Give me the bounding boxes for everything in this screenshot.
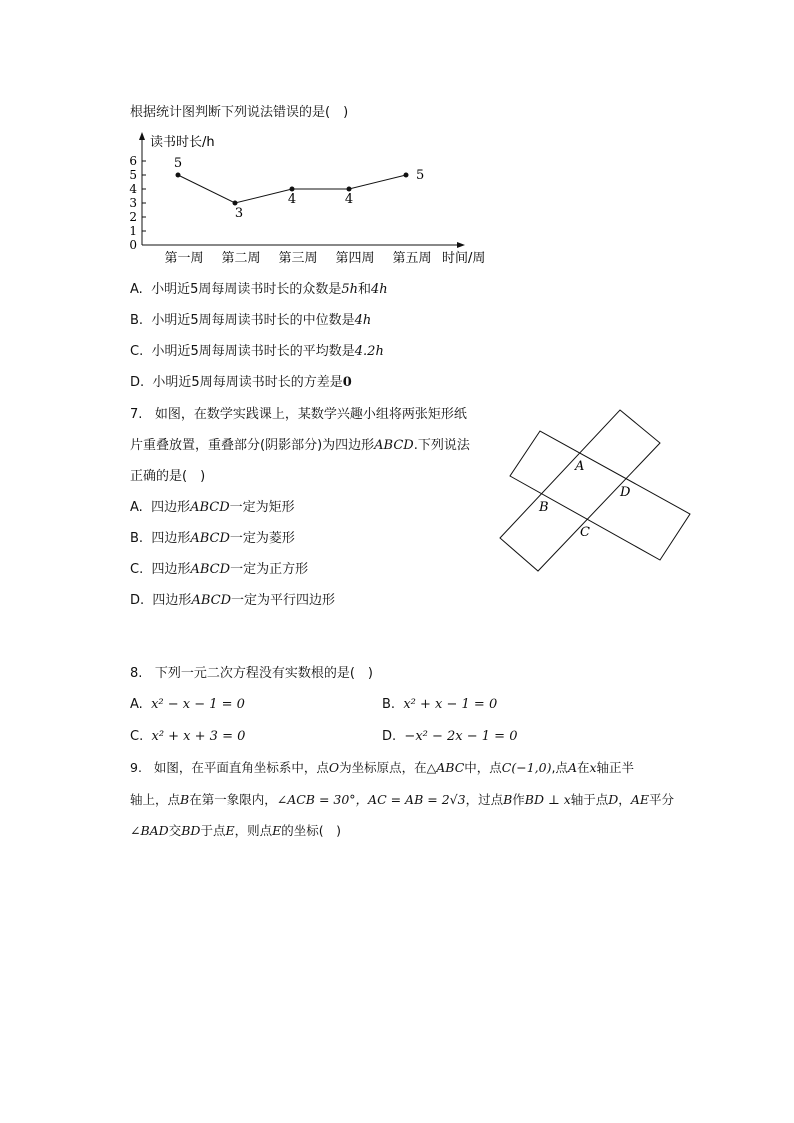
q7-stem-line2: 片重叠放置，重叠部分(阴影部分)为四边形ABCD.下列说法 — [130, 438, 470, 453]
y-tick-label: 1 — [129, 224, 137, 238]
q9-stem-line3: ∠BAD交BD于点E，则点E的坐标( ) — [130, 823, 341, 838]
option-label: C. — [130, 562, 144, 577]
data-label: 5 — [416, 168, 425, 183]
q7-option-d[interactable]: D. 四边形ABCD一定为平行四边形 — [130, 593, 336, 608]
x-axis-arrow — [457, 242, 465, 248]
y-axis-label: 读书时长/h — [150, 135, 215, 150]
data-point — [347, 187, 352, 192]
y-tick-label: 6 — [129, 154, 137, 168]
q6-stem: 根据统计图判断下列说法错误的是( ) — [130, 105, 349, 120]
y-axis-arrow — [139, 132, 145, 140]
y-tick-label: 2 — [129, 210, 137, 224]
q7-option-c[interactable]: C. 四边形ABCD一定为正方形 — [130, 562, 309, 577]
data-point — [404, 173, 409, 178]
q8-option-b[interactable]: B. x² + x − 1 = 0 — [382, 697, 498, 712]
vertex-label-c: C — [580, 525, 590, 540]
x-axis-label: 时间/周 — [442, 251, 486, 266]
option-label: D. — [130, 375, 145, 390]
option-label: C. — [130, 729, 144, 744]
data-point — [233, 201, 238, 206]
option-label: B. — [382, 697, 396, 712]
option-label: A. — [130, 282, 143, 297]
data-label: 5 — [173, 156, 183, 171]
option-label: A. — [130, 697, 143, 712]
q6-line-chart — [0, 120, 794, 390]
option-label: D. — [382, 729, 397, 744]
question-number: 8. — [130, 666, 143, 681]
vertex-label-a: A — [575, 459, 585, 474]
q8-option-a[interactable]: A. x² − x − 1 = 0 — [130, 697, 245, 712]
q8-option-c[interactable]: C. x² + x + 3 = 0 — [130, 729, 246, 744]
vertex-label-b: B — [539, 500, 549, 515]
q6-option-b[interactable]: B. 小明近5周每周读书时长的中位数是4h — [130, 313, 372, 328]
y-tick-label: 4 — [129, 182, 137, 196]
question-number: 7. — [130, 407, 143, 422]
rectangle-1 — [510, 431, 690, 560]
option-label: B. — [130, 531, 144, 546]
data-point — [290, 187, 295, 192]
data-label: 4 — [344, 192, 354, 207]
y-tick-label: 0 — [129, 238, 137, 252]
q7-stem-line3: 正确的是( ) — [130, 469, 206, 484]
x-tick-label: 第一周 — [164, 251, 204, 266]
y-tick-label: 5 — [129, 168, 137, 182]
option-label: D. — [130, 593, 145, 608]
q8-option-d[interactable]: D. −x² − 2x − 1 = 0 — [382, 729, 518, 744]
q6-option-a[interactable]: A. 小明近5周每周读书时长的众数是5h和4h — [130, 282, 388, 297]
option-label: B. — [130, 313, 144, 328]
question-number: 9. — [130, 760, 142, 775]
x-tick-label: 第二周 — [221, 251, 261, 266]
x-tick-label: 第三周 — [278, 251, 318, 266]
data-label: 4 — [287, 192, 297, 207]
q7-option-b[interactable]: B. 四边形ABCD一定为菱形 — [130, 531, 295, 546]
q9-stem-line1: 9. 如图，在平面直角坐标系中，点O为坐标原点，在△ABC中，点C(−1,0),点A在x轴正半 — [130, 760, 635, 775]
x-tick-label: 第五周 — [392, 251, 432, 266]
q8-stem: 8. 下列一元二次方程没有实数根的是( ) — [130, 666, 373, 681]
data-label: 3 — [234, 206, 244, 221]
y-tick-label: 3 — [129, 196, 137, 210]
q6-option-c[interactable]: C. 小明近5周每周读书时长的平均数是4.2h — [130, 344, 384, 359]
q7-stem-line1: 7. 如图，在数学实践课上，某数学兴趣小组将两张矩形纸 — [130, 407, 467, 422]
x-tick-label: 第四周 — [335, 251, 375, 266]
q7-option-a[interactable]: A. 四边形ABCD一定为矩形 — [130, 500, 295, 515]
q9-stem-line2: 轴上，点B在第一象限内，∠ACB = 30°，AC = AB = 2√3，过点B作BD ⊥ x轴于点D，AE平分 — [130, 792, 674, 807]
option-label: A. — [130, 500, 143, 515]
option-label: C. — [130, 344, 144, 359]
q6-option-d[interactable]: D. 小明近5周每周读书时长的方差是0 — [130, 375, 352, 390]
q7-overlapping-rectangles-figure — [0, 400, 794, 580]
data-point — [176, 173, 181, 178]
vertex-label-d: D — [620, 485, 631, 500]
